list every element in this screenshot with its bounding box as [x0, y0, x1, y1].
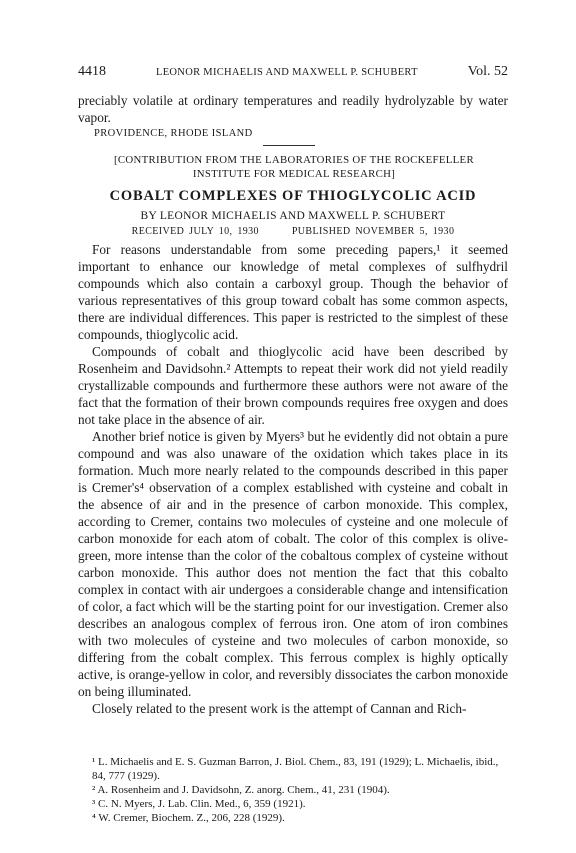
body-paragraph: For reasons understandable from some preceding papers,¹ it seemed important to enhance our knowledge of metal complexes of sulfhydril compounds which also contain a carboxyl group. Though the behavior of various representatives of this group toward cobalt has some common aspects, there are individual differences. This paper is restricted to the simplest of these compounds, thioglycolic acid.	[78, 242, 508, 342]
body-paragraph: Closely related to the present work is the attempt of Cannan and Rich-	[92, 701, 467, 716]
running-head: LEONOR MICHAELIS AND MAXWELL P. SCHUBERT	[156, 67, 418, 78]
footnote: ¹ L. Michaelis and E. S. Guzman Barron, J. Biol. Chem., 83, 191 (1929); L. Michaelis, ibid., 84, 777 (1929).	[92, 756, 499, 782]
contribution-note: [CONTRIBUTION FROM THE LABORATORIES OF THE ROCKEFELLER INSTITUTE FOR MEDICAL RESEARCH]	[114, 154, 474, 180]
affiliation-place: PROVIDENCE, RHODE ISLAND	[94, 128, 253, 139]
volume-number: Vol. 52	[467, 64, 508, 79]
article-title: COBALT COMPLEXES OF THIOGLYCOLIC ACID	[109, 188, 477, 204]
footnote: ² A. Rosenheim and J. Davidsohn, Z. anorg. Chem., 41, 231 (1904).	[92, 784, 390, 796]
received-date: RECEIVED JULY 10, 1930	[131, 226, 259, 237]
article-authors: BY LEONOR MICHAELIS AND MAXWELL P. SCHUBERT	[140, 210, 446, 222]
article-body	[78, 241, 508, 717]
footnotes	[78, 755, 508, 825]
footnote: ⁴ W. Cremer, Biochem. Z., 206, 228 (1929).	[92, 812, 285, 824]
footnote: ³ C. N. Myers, J. Lab. Clin. Med., 6, 359 (1921).	[92, 798, 306, 810]
previous-article-text: preciably volatile at ordinary temperatures and readily hydrolyzable by water vapor.	[78, 93, 508, 125]
body-paragraph: Compounds of cobalt and thioglycolic acid have been described by Rosenheim and Davidsohn.² Attempts to repeat their work did not yield readily crystallizable compounds and furthermore these authors were not aware of the fact that the formation of their brown compounds requires free oxygen and does not take place in the absence of air.	[78, 344, 508, 427]
section-divider	[263, 145, 315, 146]
page-number: 4418	[78, 64, 106, 79]
published-date: PUBLISHED NOVEMBER 5, 1930	[291, 226, 455, 237]
body-paragraph: Another brief notice is given by Myers³ but he evidently did not obtain a pure compound and was also unaware of the oxidation which takes place in its formation. Much more nearly related to the compounds described in this paper is Cremer's⁴ observation of a complex established with cysteine and cobalt in the absence of air and in the presence of carbon monoxide. This complex, according to Cremer, contains two molecules of cysteine and one molecule of carbon monoxide for each atom of cobalt. The color of this complex is olive-green, more intense than the color of the cobaltous complex of cysteine without carbon monoxide. This author does not mention the fact that this cobalto complex in contact with air undergoes a considerable change and intensification of color, a fact which will be the starting point for our investigation. Cremer also describes an analogous complex of ferrous iron. One atom of iron combines with two molecules of cysteine and two molecules of carbon monoxide, so differing from the cobalt complex. This ferrous complex is highly optically active, is orange-yellow in color, and reversibly dissociates the carbon monoxide on being illuminated.	[78, 429, 509, 699]
article-dates	[78, 226, 508, 237]
